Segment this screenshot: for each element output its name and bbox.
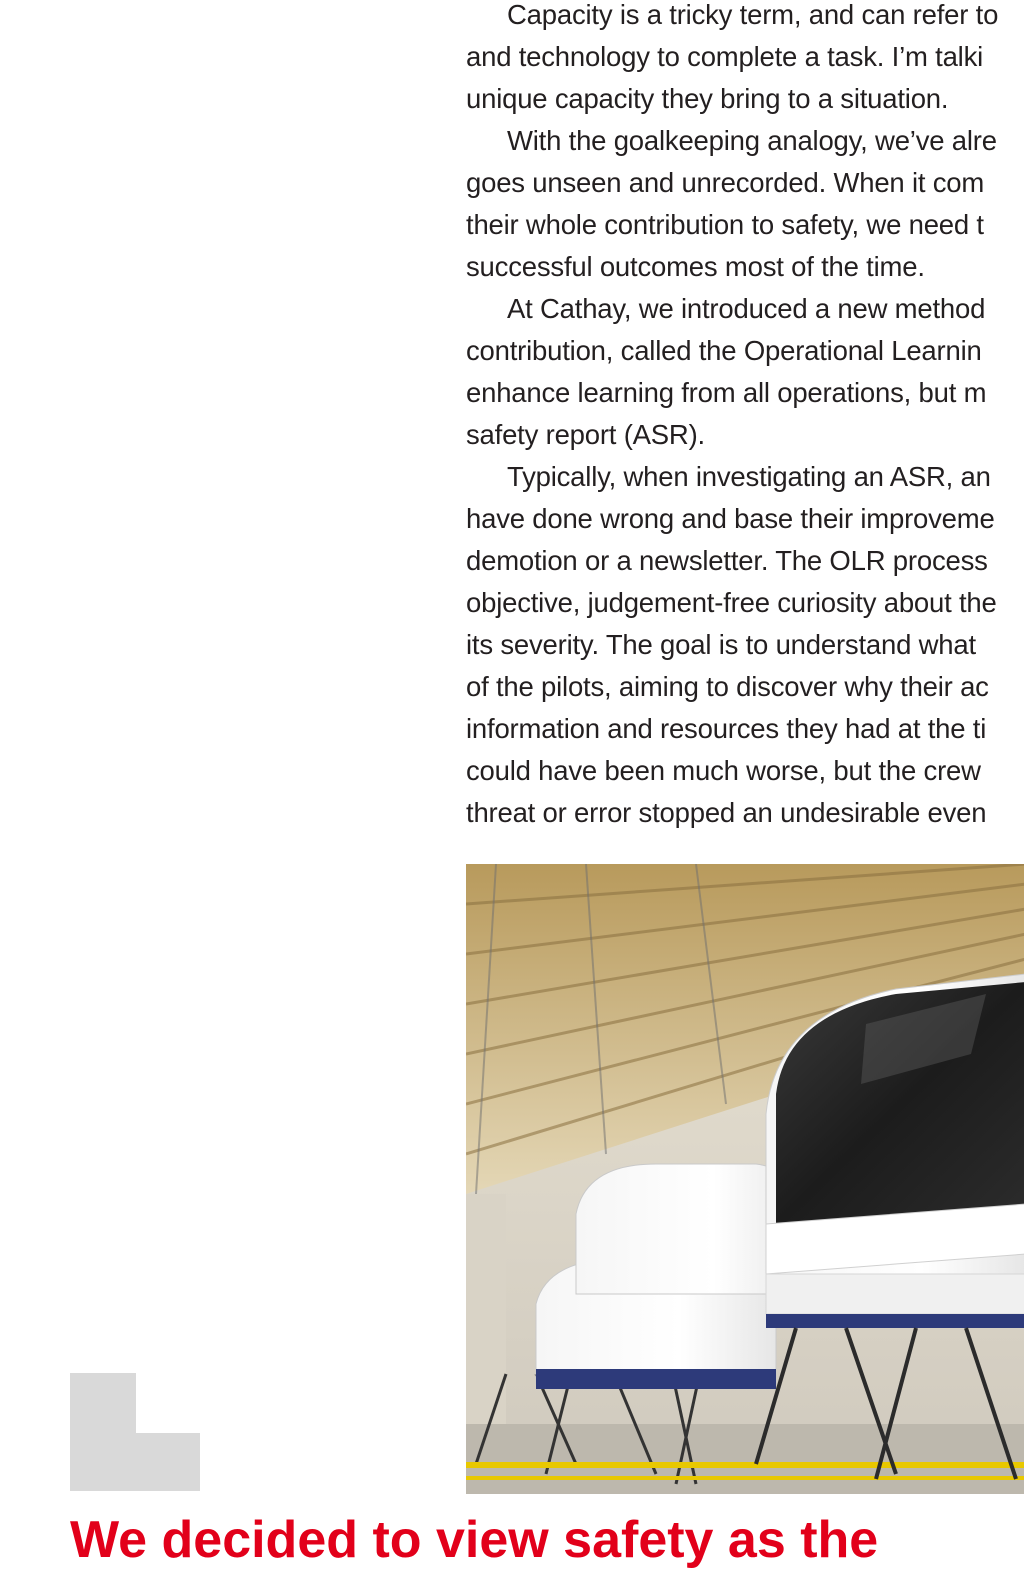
paragraph-line: have done wrong and base their improveme	[466, 503, 995, 534]
paragraph-line: Typically, when investigating an ASR, an	[507, 461, 991, 492]
paragraph-line: contribution, called the Operational Learnin	[466, 335, 982, 366]
paragraph-line: With the goalkeeping analogy, we’ve alre	[507, 125, 997, 156]
paragraph-line: goes unseen and unrecorded. When it com	[466, 167, 985, 198]
article-body-column	[466, 0, 1024, 834]
paragraph-line: demotion or a newsletter. The OLR process	[466, 545, 988, 576]
paragraph-line: objective, judgement-free curiosity about the	[466, 587, 997, 618]
paragraph-line: and technology to complete a task. I’m talki	[466, 41, 984, 72]
paragraph-line: their whole contribution to safety, we need t	[466, 209, 984, 240]
decorative-grey-block-short	[136, 1433, 200, 1491]
paragraph-line: threat or error stopped an undesirable even	[466, 797, 987, 828]
paragraph-line: could have been much worse, but the crew	[466, 755, 981, 786]
paragraph-line: its severity. The goal is to understand what	[466, 629, 976, 660]
paragraph-line: information and resources they had at the ti	[466, 713, 987, 744]
paragraph-line: unique capacity they bring to a situation.	[466, 83, 949, 114]
pull-quote-heading: We decided to view safety as the	[70, 1511, 879, 1569]
decorative-grey-block-tall	[70, 1373, 136, 1491]
paragraph-line: successful outcomes most of the time.	[466, 251, 925, 282]
decorative-grey-block	[70, 1373, 200, 1491]
flight-simulator-photo	[466, 864, 1024, 1494]
paragraph-line: At Cathay, we introduced a new method	[507, 293, 986, 324]
paragraph-line: enhance learning from all operations, but m	[466, 377, 987, 408]
paragraph-line: Capacity is a tricky term, and can refer to	[507, 0, 999, 30]
paragraph-line: of the pilots, aiming to discover why their ac	[466, 671, 989, 702]
paragraph-line: safety report (ASR).	[466, 419, 705, 450]
